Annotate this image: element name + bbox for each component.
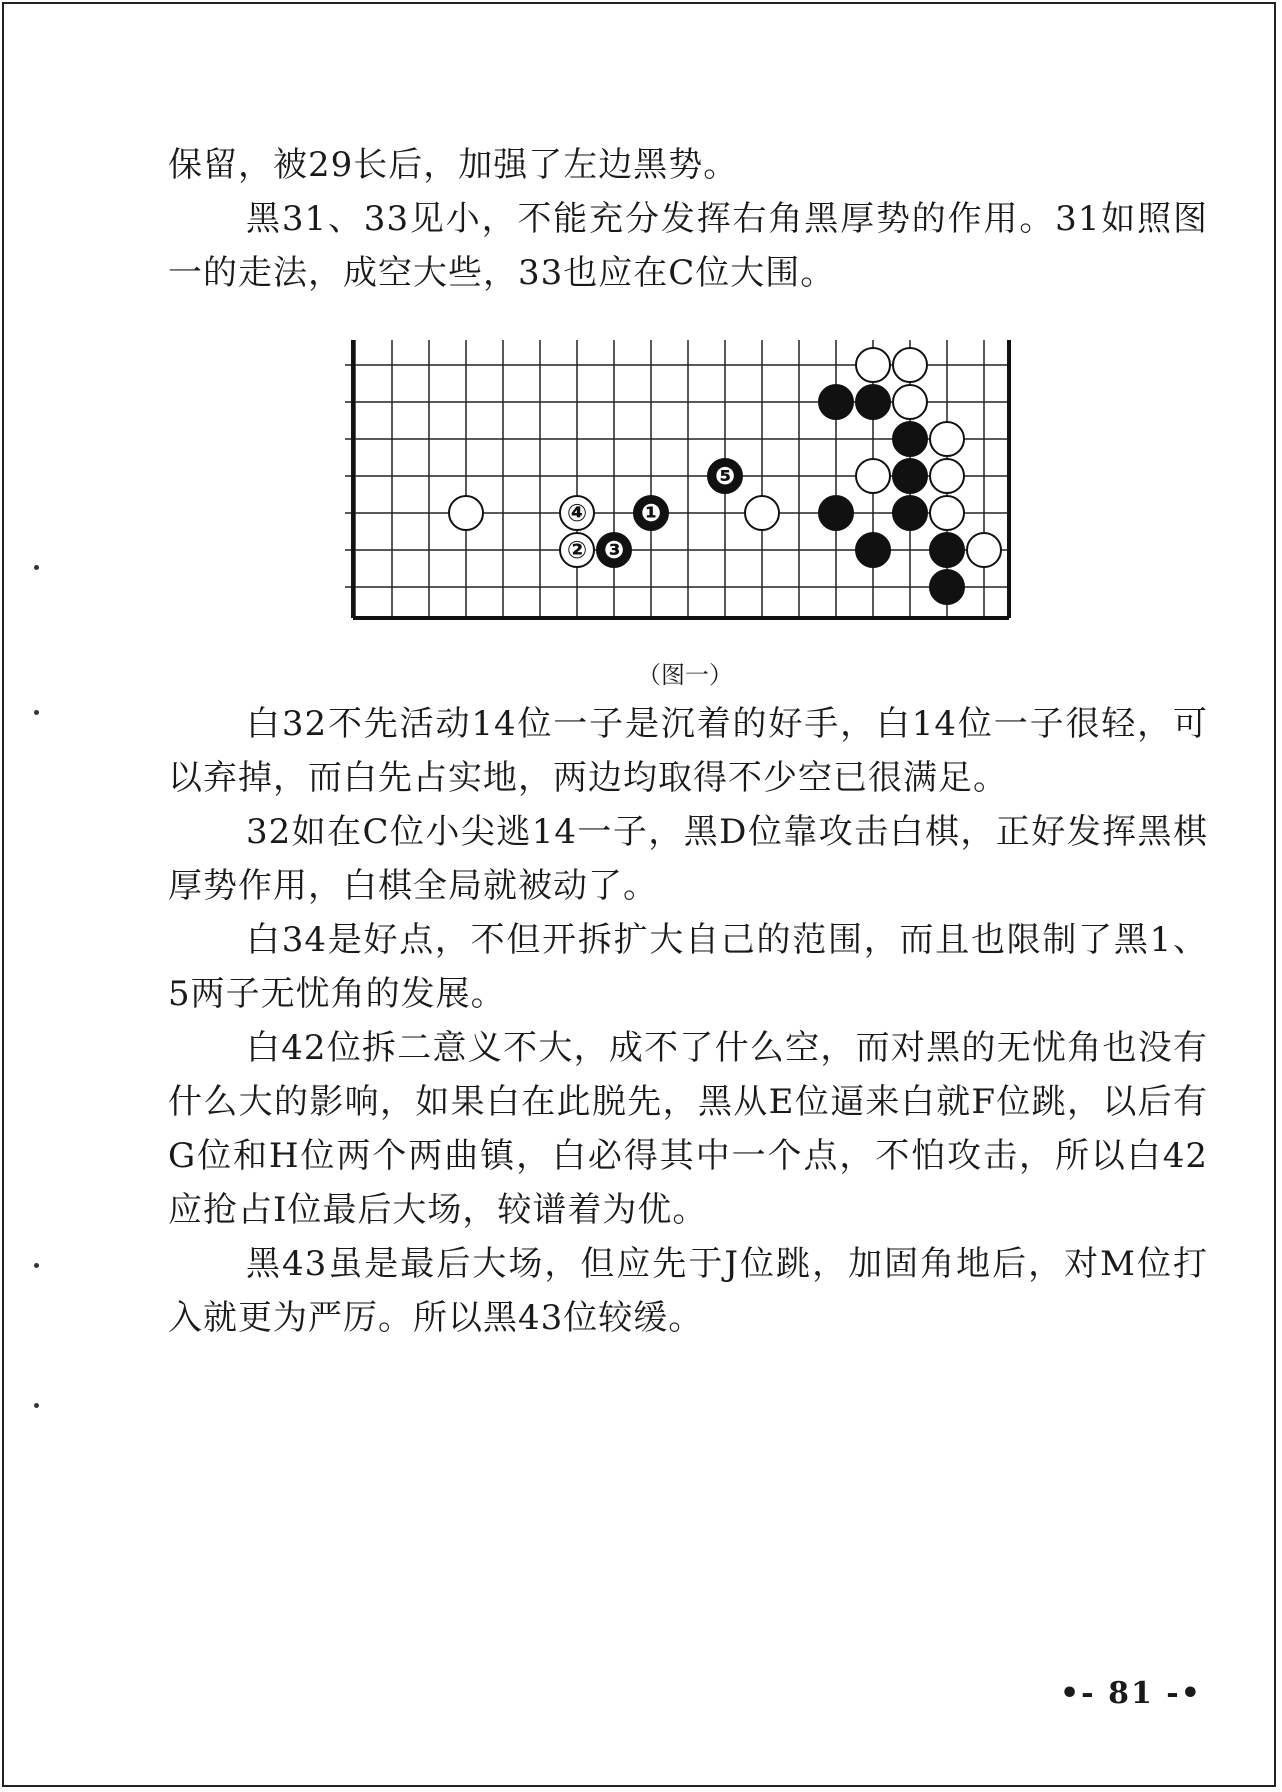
- white-stone: [449, 496, 483, 530]
- black-stone: [930, 570, 964, 604]
- scan-speck: [34, 1403, 39, 1408]
- white-stone: [745, 496, 779, 530]
- black-stone: [856, 385, 890, 419]
- go-board-diagram: [345, 340, 1025, 630]
- paragraph-3: 白32不先活动14位一子是沉着的好手，白14位一子很轻，可以弃掉，而白先占实地，两边均取得不少空已很满足。: [168, 704, 1208, 798]
- stone-label: ❺: [714, 462, 736, 490]
- black-stone: [634, 496, 668, 530]
- black-stone: [893, 496, 927, 530]
- paragraph-6: 白42位拆二意义不大，成不了什么空，而对黑的无忧角也没有什么大的影响，如果白在此脱先，黑从E位逼来白就F位跳，以后有G位和H位两个两曲镇，白必得其中一个点，不怕攻击，所以白42应抢占Ⅰ位最后大场，较谱着为优。: [168, 1028, 1208, 1230]
- page-number: •- 81 -•: [1060, 1676, 1202, 1711]
- white-stone: [893, 385, 927, 419]
- black-stone: [597, 533, 631, 567]
- stone-label: ❶: [640, 499, 662, 527]
- text-block-bottom: [168, 697, 1208, 1345]
- black-stone: [819, 385, 853, 419]
- paragraph-1: 保留，被29长后，加强了左边黑势。: [168, 145, 739, 185]
- white-stone: [967, 533, 1001, 567]
- paragraph-7: 黑43虽是最后大场，但应先于J位跳，加固角地后，对M位打入就更为严厉。所以黑43位较缓。: [168, 1244, 1208, 1338]
- white-stone: [930, 496, 964, 530]
- black-stone: [893, 459, 927, 493]
- paragraph-2: 黑31、33见小，不能充分发挥右角黑厚势的作用。31如照图一的走法，成空大些，33也应在C位大围。: [168, 199, 1208, 293]
- stone-label: ④: [566, 499, 588, 527]
- white-stone: [893, 348, 927, 382]
- white-stone: [560, 496, 594, 530]
- black-stone: [856, 533, 890, 567]
- white-stone: [560, 533, 594, 567]
- figure-caption: （图一）: [637, 661, 733, 689]
- black-stone: [708, 459, 742, 493]
- black-stone: [893, 422, 927, 456]
- white-stone: [856, 348, 890, 382]
- white-stone: [930, 422, 964, 456]
- black-stone: [930, 533, 964, 567]
- scan-speck: [34, 1263, 39, 1268]
- scan-speck: [34, 565, 39, 570]
- black-stone: [819, 496, 853, 530]
- text-block-top: [168, 138, 1208, 300]
- white-stone: [930, 459, 964, 493]
- scan-speck: [34, 710, 39, 715]
- paragraph-4: 32如在C位小尖逃14一子，黑D位靠攻击白棋，正好发挥黑棋厚势作用，白棋全局就被动了。: [168, 812, 1208, 906]
- white-stone: [856, 459, 890, 493]
- paragraph-5: 白34是好点，不但开拆扩大自己的范围，而且也限制了黑1、5两子无忧角的发展。: [168, 920, 1208, 1014]
- stone-label: ②: [566, 536, 588, 564]
- stone-label: ❸: [603, 536, 625, 564]
